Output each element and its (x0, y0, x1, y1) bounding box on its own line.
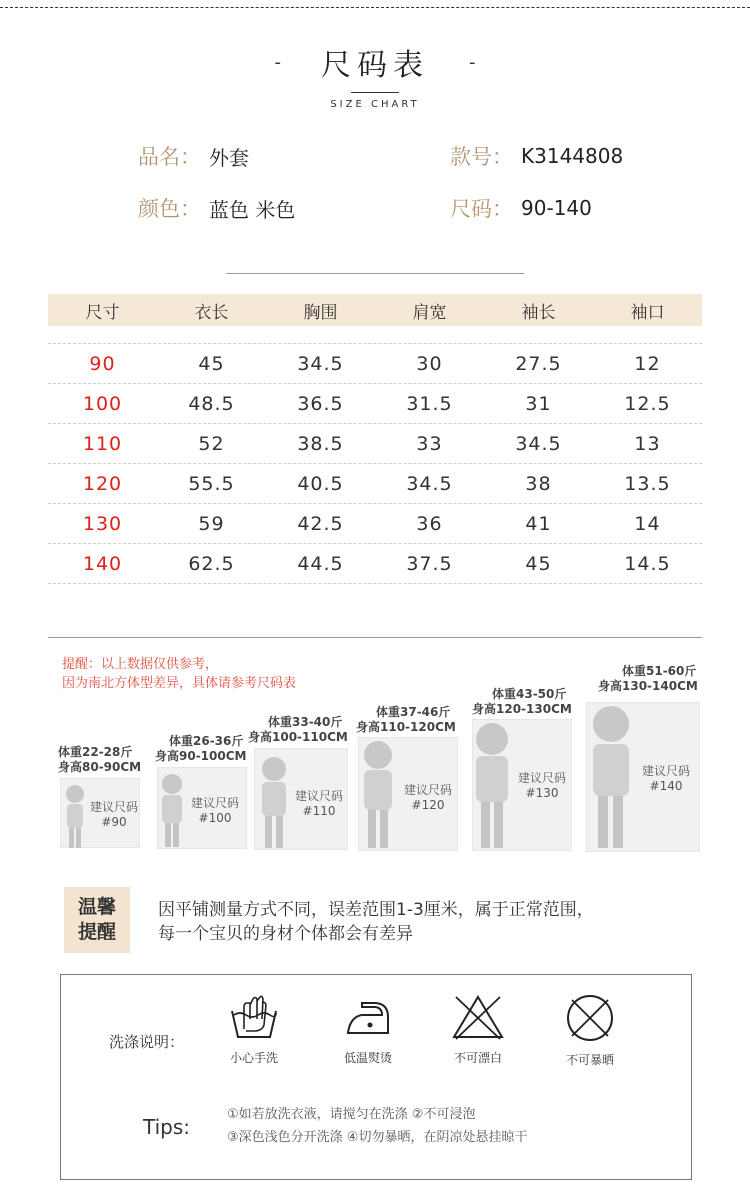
table-cell: 59 (198, 512, 225, 535)
figure-rec-size: #100 (198, 811, 232, 825)
table-cell: 62.5 (188, 552, 235, 575)
warm-tip-line: 每一个宝贝的身材个体都会有差异 (158, 924, 413, 944)
table-cell: 13.5 (624, 472, 671, 495)
figure-rec-label: 建议尺码 (190, 796, 239, 810)
table-cell: 12.5 (624, 392, 671, 415)
page-subtitle: SIZE CHART (330, 99, 420, 110)
header-cell: 胸围 (303, 302, 338, 323)
size-cell: 120 (82, 472, 123, 495)
product-info (138, 130, 658, 234)
table-cell: 33 (416, 432, 443, 455)
figure-rec-size: #110 (302, 804, 336, 818)
care-caption: 低温熨烫 (343, 1051, 392, 1065)
care-label: 洗涤说明： (109, 1033, 185, 1051)
figure-rec-label: 建议尺码 (294, 789, 343, 803)
reminder-line: 提醒：以上数据仅供参考， (62, 657, 219, 672)
page-title: 尺码表 (321, 48, 429, 83)
size-figure-100 (155, 734, 253, 856)
table-cell: 13 (634, 432, 661, 455)
table-row (48, 504, 702, 544)
table-cell: 41 (525, 512, 552, 535)
table-row (48, 464, 702, 504)
child-silhouette-icon (358, 739, 398, 851)
table-cell: 27.5 (515, 352, 562, 375)
figure-weight: 体重43-50斤 (492, 687, 567, 701)
table-cell: 45 (525, 552, 552, 575)
table-row (48, 544, 702, 584)
child-silhouette-icon (586, 704, 636, 852)
size-cell: 140 (82, 552, 123, 575)
hand-wash-icon (226, 993, 282, 1041)
figure-weight: 体重26-36斤 (169, 734, 244, 748)
table-row (48, 384, 702, 424)
care-item-hand-wash (209, 993, 299, 1066)
figure-weight: 体重37-46斤 (376, 705, 451, 719)
reminder-note (62, 655, 296, 693)
size-figure-120 (356, 705, 462, 855)
care-caption: 不可漂白 (453, 1051, 502, 1065)
figure-height: 身高90-100CM (155, 749, 247, 763)
section-divider (48, 637, 702, 638)
tips-line: ①如若放洗衣液，请搅匀在洗涤 ②不可浸泡 (227, 1107, 476, 1122)
size-cell: 100 (82, 392, 123, 415)
no-sun-dry-icon (562, 993, 618, 1043)
name-label: 品名： (138, 145, 201, 169)
table-cell: 40.5 (297, 472, 344, 495)
table-cell: 14 (634, 512, 661, 535)
header-cell: 肩宽 (412, 302, 447, 323)
figure-rec-size: #140 (649, 779, 683, 793)
title-dash-right: - (469, 51, 476, 73)
child-silhouette-icon (157, 772, 187, 850)
table-cell: 12 (634, 352, 661, 375)
table-cell: 36 (416, 512, 443, 535)
figure-height: 身高100-110CM (248, 730, 348, 744)
care-caption: 小心手洗 (229, 1051, 278, 1065)
care-caption: 不可暴晒 (565, 1053, 614, 1067)
figure-rec-size: #90 (101, 815, 127, 829)
size-figure-130 (472, 687, 582, 855)
header-cell: 袖口 (630, 302, 665, 323)
figure-weight: 体重33-40斤 (268, 715, 343, 729)
table-cell: 37.5 (406, 552, 453, 575)
size-figure-90 (58, 745, 148, 855)
top-dashed-divider (0, 7, 750, 8)
header (0, 40, 750, 110)
size-cell: 130 (82, 512, 123, 535)
name-value: 外套 (209, 145, 249, 170)
figure-rec-label: 建议尺码 (89, 800, 138, 814)
header-cell: 袖长 (521, 302, 556, 323)
figure-height: 身高110-120CM (356, 720, 456, 734)
tips-text (227, 1103, 527, 1149)
color-value: 蓝色 米色 (209, 197, 296, 222)
warm-tip-line: 因平铺测量方式不同，误差范围1-3厘米，属于正常范围， (158, 900, 594, 920)
warm-tip-label: 温馨 (77, 896, 116, 918)
child-silhouette-icon (62, 783, 88, 851)
table-cell: 44.5 (297, 552, 344, 575)
care-item-no-bleach (433, 993, 523, 1066)
no-bleach-icon (450, 993, 506, 1041)
table-cell: 34.5 (515, 432, 562, 455)
figure-rec-size: #130 (525, 786, 559, 800)
color-label: 颜色： (138, 197, 201, 221)
figure-weight: 体重51-60斤 (622, 664, 697, 678)
size-figure-140 (598, 664, 702, 856)
size-cell: 90 (89, 352, 116, 375)
table-cell: 52 (198, 432, 225, 455)
figure-height: 身高120-130CM (472, 702, 572, 716)
size-figure-110 (248, 715, 352, 855)
warm-tip-text (158, 898, 594, 946)
figure-height: 身高80-90CM (58, 760, 142, 774)
table-cell: 30 (416, 352, 443, 375)
style-label: 款号： (450, 145, 513, 169)
figure-rec-label: 建议尺码 (403, 783, 452, 797)
figure-rec-label: 建议尺码 (517, 771, 566, 785)
info-divider (226, 273, 524, 274)
table-row (48, 344, 702, 384)
size-value: 90-140 (521, 196, 592, 220)
figure-height: 身高130-140CM (598, 679, 698, 693)
figure-rec-label: 建议尺码 (641, 764, 690, 778)
figure-weight: 体重22-28斤 (58, 745, 133, 759)
care-instructions (60, 974, 692, 1180)
table-cell: 36.5 (297, 392, 344, 415)
table-cell: 14.5 (624, 552, 671, 575)
style-value: K3144808 (521, 144, 624, 168)
size-label: 尺码： (450, 197, 513, 221)
reminder-line: 因为南北方体型差异，具体请参考尺码表 (62, 676, 297, 691)
table-cell: 34.5 (406, 472, 453, 495)
tips-label: Tips: (143, 1115, 191, 1139)
tips-line: ③深色浅色分开洗涤 ④切勿暴晒，在阴凉处悬挂晾干 (227, 1130, 528, 1145)
table-row (48, 424, 702, 464)
table-cell: 48.5 (188, 392, 235, 415)
table-cell: 34.5 (297, 352, 344, 375)
header-cell: 衣长 (194, 302, 229, 323)
table-header (48, 294, 702, 326)
title-underline (351, 92, 399, 93)
table-cell: 38 (525, 472, 552, 495)
table-cell: 45 (198, 352, 225, 375)
title-dash-left: - (274, 51, 281, 73)
child-silhouette-icon (470, 721, 514, 851)
table-cell: 55.5 (188, 472, 235, 495)
child-silhouette-icon (256, 755, 292, 851)
table-cell: 38.5 (297, 432, 344, 455)
header-cell: 尺寸 (85, 302, 120, 323)
figure-rec-size: #120 (411, 798, 445, 812)
size-cell: 110 (82, 432, 123, 455)
care-item-no-sun-dry (545, 993, 635, 1068)
size-table (48, 294, 702, 584)
low-iron-icon (340, 993, 396, 1041)
care-item-low-iron (323, 993, 413, 1066)
table-cell: 31.5 (406, 392, 453, 415)
table-cell: 42.5 (297, 512, 344, 535)
warm-tip-badge (64, 887, 130, 953)
table-cell: 31 (525, 392, 552, 415)
warm-tip-label: 提醒 (77, 921, 116, 943)
